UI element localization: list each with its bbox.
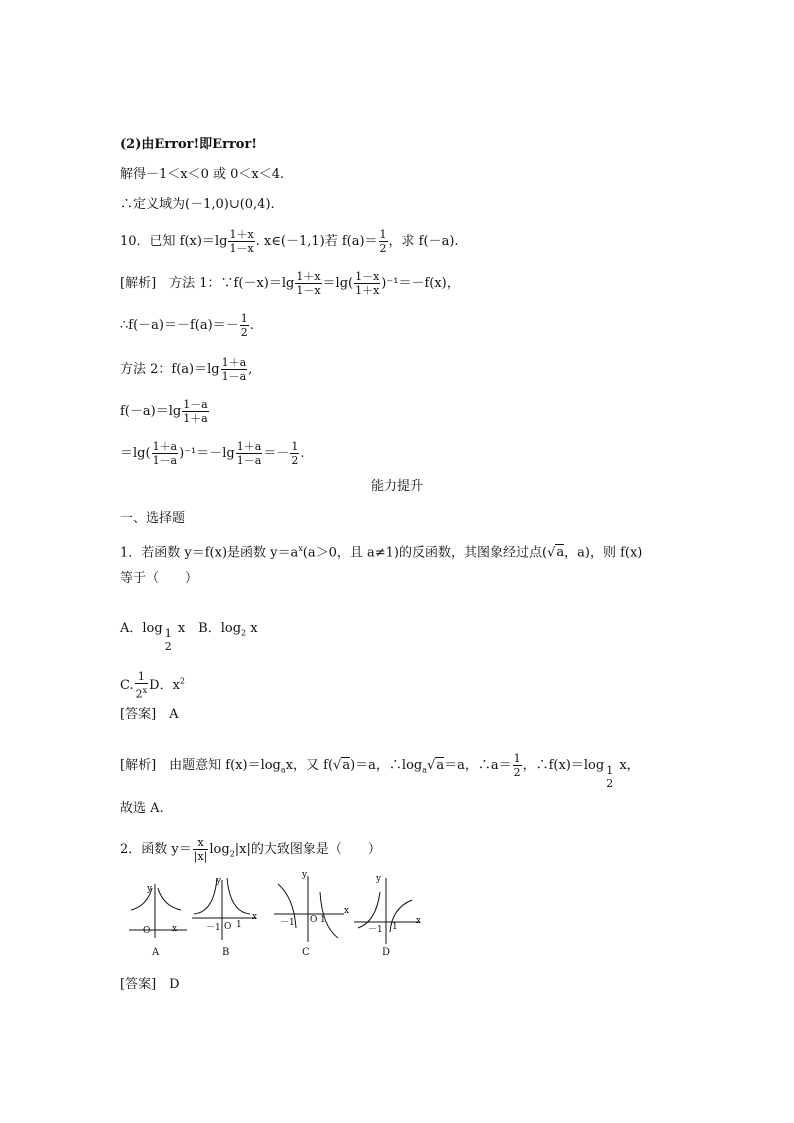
fraction: $\frac{1+a}{1-a}$ [152, 440, 178, 467]
line-part2: (2)由Error!即Error! [120, 137, 258, 152]
fraction: $\frac{1+x}{1-x}$ [229, 228, 254, 255]
graph-label-a: A [152, 947, 160, 958]
graph-d-svg [350, 870, 428, 944]
fraction: $\frac{1}{2^x}$ [135, 670, 148, 701]
graph-d-one: 1 [392, 922, 398, 932]
graph-a-x: x [172, 924, 178, 934]
fraction: $\frac{1+a}{1-a}$ [221, 356, 247, 383]
question-2: 2．函数 y＝ $\frac{x}{|x|}$ $\log_2|x|$的大致图象是（ ） [120, 836, 381, 863]
graph-a[interactable] [125, 876, 195, 946]
fraction: $\frac{1}{2}$ [291, 440, 299, 467]
solution-1-end: 故选 A. [120, 801, 164, 816]
method-2-result: ＝lg( $\frac{1+a}{1-a}$ )⁻¹＝－lg $\frac{1+a}{1-a}$ ＝－ $\frac{1}{2}$ . [120, 440, 305, 467]
graph-b-svg [190, 872, 265, 944]
graph-d-m1: －1 [368, 925, 383, 935]
line-domain: ∴定义域为(－1,0)∪(0,4). [120, 197, 275, 212]
fraction: $\frac{1+a}{1-a}$ [236, 440, 262, 467]
answer-2: [答案] D [120, 977, 180, 992]
graph-b[interactable] [190, 872, 265, 944]
method-2-step: f(－a)＝lg $\frac{1-a}{1+a}$ [120, 398, 208, 425]
question-1: 1．若函数 y＝f(x)是函数 $y=a^x(a>0$，且 a≠1)的反函数，其图象经过点(√a，a)，则 f(x) [120, 544, 643, 561]
graph-a-svg [125, 876, 195, 946]
options-ab: A．log 1 2 x B．$\log_2 x$ [120, 621, 258, 653]
graph-c-one: 1 [320, 915, 326, 925]
graph-c-o: O [310, 915, 318, 925]
method-1-result: ∴f(－a)＝－f(a)＝－ $\frac{1}{2}$ . [120, 312, 254, 339]
fraction: 1 2 [164, 627, 172, 653]
graph-b-o: O [224, 922, 232, 932]
graph-b-one: 1 [236, 920, 242, 930]
section-title: 能力提升 [370, 479, 423, 494]
fraction: $\frac{1}{2}$ [379, 228, 387, 255]
fraction: $\frac{1-x}{1+x}$ [355, 270, 380, 297]
question-1-line2: 等于（ ） [120, 571, 199, 586]
fraction: 1 2 [606, 764, 614, 790]
graph-label-c: C [302, 947, 310, 958]
fraction: $\frac{1}{2}$ [513, 752, 521, 779]
line-solve: 解得－1＜x＜0 或 0＜x＜4. [120, 167, 285, 182]
fraction: $\frac{1}{2}$ [240, 312, 248, 339]
graph-b-m1: －1 [206, 923, 221, 933]
graph-label-b: B [222, 947, 230, 958]
graph-d-y: y [376, 874, 382, 884]
graph-d[interactable] [350, 870, 428, 944]
fraction: $\frac{1-a}{1+a}$ [183, 398, 208, 425]
graph-c-x: x [344, 906, 350, 916]
solution-1: [解析] 由题意知 $f(x)=\log_ax$，又 f(√a)＝a，$\therefore\log_a√a=a$，∴a＝ $\frac{1}{2}$ ，∴f(x)＝log 1 2 x， [120, 752, 640, 790]
answer-1: [答案] A [120, 707, 179, 722]
graph-c-y: y [302, 870, 308, 880]
options-cd: C. $\frac{1}{2^x}$ D．$x^2$ [120, 670, 185, 701]
method-2: 方法 2：f(a)＝lg $\frac{1+a}{1-a}$ , [120, 356, 253, 383]
graph-c-m1: －1 [280, 918, 295, 928]
graph-a-y: y [147, 884, 153, 894]
graph-d-x: x [416, 916, 422, 926]
fraction: $\frac{x}{|x|}$ [193, 836, 208, 863]
graph-c-svg [272, 868, 352, 944]
graph-b-x: x [252, 912, 258, 922]
graph-c[interactable] [272, 868, 352, 944]
graph-a-o: O [143, 926, 151, 936]
graph-b-y: y [216, 876, 222, 886]
part-heading: 一、选择题 [120, 511, 186, 526]
method-1: [解析] 方法 1：∵f(－x)＝lg $\frac{1+x}{1-x}$ ＝lg( $\frac{1-x}{1+x}$ )⁻¹＝－f(x)， [120, 270, 460, 297]
question-10: 10．已知 f(x)＝lg $\frac{1+x}{1-x}$ . x∈(－1,1)若 f(a)＝ $\frac{1}{2}$ ，求 f(－a). [120, 228, 459, 255]
fraction: $\frac{1+x}{1-x}$ [296, 270, 321, 297]
graph-label-d: D [382, 947, 391, 958]
